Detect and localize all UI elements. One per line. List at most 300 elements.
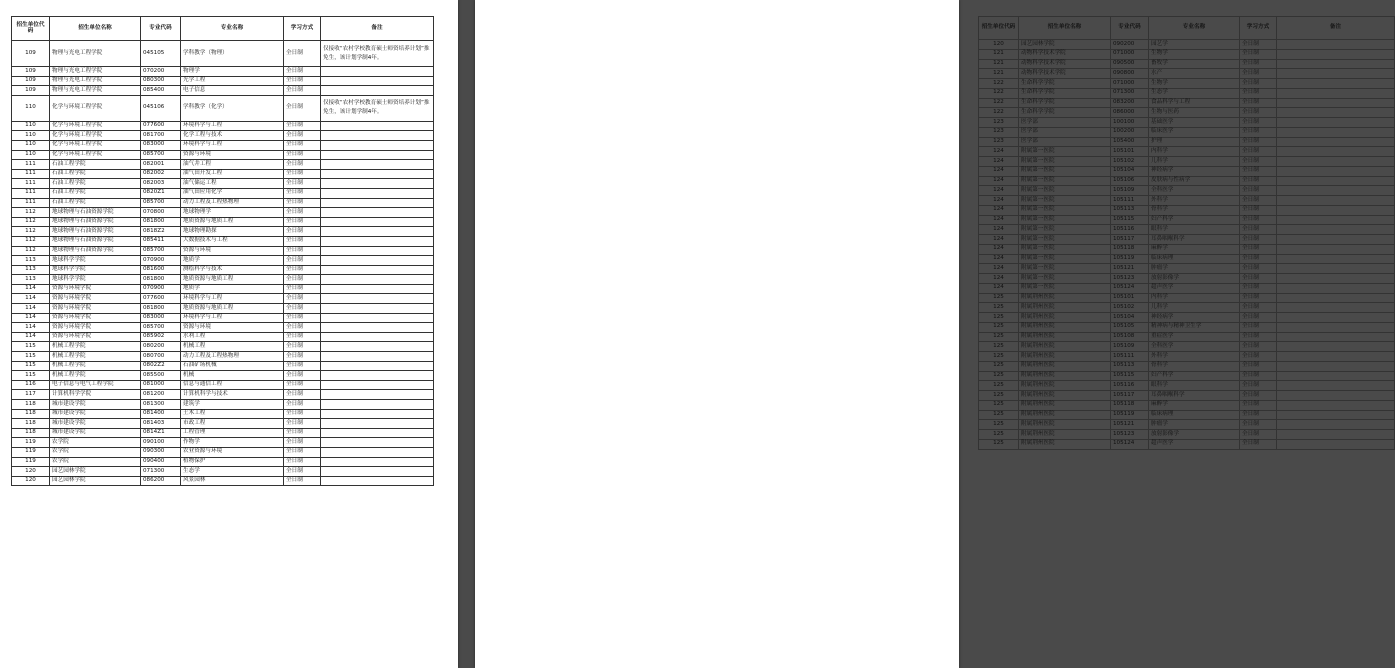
unit-code-cell: 121: [979, 49, 1019, 59]
major-name-cell: 物理学: [181, 67, 284, 77]
major-code-cell: 105113: [1111, 361, 1149, 371]
header-study-mode: 学习方式: [1240, 17, 1277, 40]
table-row: [12, 284, 434, 294]
unit-code-cell: 116: [12, 380, 50, 390]
major-name-cell: 地质资源与地质工程: [181, 275, 284, 285]
remarks-cell: [1277, 40, 1395, 50]
remarks-cell: [321, 67, 434, 77]
major-code-cell: 090800: [1111, 69, 1149, 79]
unit-name-cell: 资源与环境学院: [50, 323, 141, 333]
major-code-cell: 071000: [1111, 79, 1149, 89]
table-row: [12, 265, 434, 275]
study-mode-cell: 全日制: [1240, 137, 1277, 147]
unit-code-cell: 125: [979, 303, 1019, 313]
remarks-cell: [1277, 391, 1395, 401]
unit-code-cell: 123: [979, 137, 1019, 147]
major-name-cell: 地质资源与地质工程: [181, 217, 284, 227]
unit-code-cell: 114: [12, 304, 50, 314]
major-code-cell: 080300: [141, 76, 181, 86]
major-code-cell: 105117: [1111, 235, 1149, 245]
major-code-cell: 071000: [1111, 49, 1149, 59]
major-name-cell: 大数据技术与工程: [181, 236, 284, 246]
unit-name-cell: 化学与环境工程学院: [50, 95, 141, 121]
remarks-cell: [1277, 69, 1395, 79]
table-row: [12, 428, 434, 438]
major-code-cell: 081800: [141, 217, 181, 227]
unit-name-cell: 生命科学学院: [1019, 79, 1111, 89]
remarks-cell: [1277, 361, 1395, 371]
table-row: [979, 157, 1395, 167]
study-mode-cell: 全日制: [1240, 225, 1277, 235]
unit-code-cell: 124: [979, 244, 1019, 254]
unit-code-cell: 124: [979, 166, 1019, 176]
unit-name-cell: 医学部: [1019, 137, 1111, 147]
major-name-cell: 临床病理: [1149, 254, 1240, 264]
major-code-cell: 105109: [1111, 186, 1149, 196]
remarks-cell: [321, 467, 434, 477]
remarks-cell: [1277, 225, 1395, 235]
unit-name-cell: 附属第一医院: [1019, 274, 1111, 284]
unit-code-cell: 115: [12, 361, 50, 371]
unit-name-cell: 附属第一医院: [1019, 254, 1111, 264]
unit-code-cell: 117: [12, 390, 50, 400]
major-name-cell: 全科医学: [1149, 186, 1240, 196]
study-mode-cell: 全日制: [284, 294, 321, 304]
table-row: [979, 283, 1395, 293]
unit-code-cell: 114: [12, 323, 50, 333]
major-name-cell: 地质学: [181, 256, 284, 266]
major-code-cell: 105400: [1111, 137, 1149, 147]
table-row: [12, 476, 434, 486]
unit-code-cell: 124: [979, 186, 1019, 196]
major-name-cell: 耳鼻咽喉科学: [1149, 235, 1240, 245]
major-code-cell: 081800: [141, 304, 181, 314]
table-row: [12, 86, 434, 96]
remarks-cell: [321, 121, 434, 131]
remarks-cell: [321, 476, 434, 486]
major-name-cell: 工程管理: [181, 428, 284, 438]
unit-code-cell: 118: [12, 428, 50, 438]
unit-name-cell: 地球物理与石油资源学院: [50, 246, 141, 256]
table-row: [979, 254, 1395, 264]
table-row: [12, 246, 434, 256]
unit-name-cell: 资源与环境学院: [50, 313, 141, 323]
major-name-cell: 麻醉学: [1149, 400, 1240, 410]
unit-name-cell: 化学与环境工程学院: [50, 140, 141, 150]
unit-code-cell: 124: [979, 235, 1019, 245]
table-row: [12, 467, 434, 477]
major-name-cell: 外科学: [1149, 196, 1240, 206]
unit-code-cell: 115: [12, 371, 50, 381]
study-mode-cell: 全日制: [284, 428, 321, 438]
table-row: [979, 186, 1395, 196]
study-mode-cell: 全日制: [1240, 293, 1277, 303]
major-name-cell: 护理: [1149, 137, 1240, 147]
table-row: [12, 236, 434, 246]
major-code-cell: 0818Z2: [141, 227, 181, 237]
remarks-cell: [321, 246, 434, 256]
study-mode-cell: 全日制: [1240, 332, 1277, 342]
unit-name-cell: 动物科学技术学院: [1019, 49, 1111, 59]
major-code-cell: 105101: [1111, 147, 1149, 157]
study-mode-cell: 全日制: [1240, 69, 1277, 79]
unit-code-cell: 109: [12, 76, 50, 86]
study-mode-cell: 全日制: [1240, 254, 1277, 264]
major-code-cell: 105123: [1111, 274, 1149, 284]
major-code-cell: 071300: [1111, 88, 1149, 98]
unit-code-cell: 125: [979, 420, 1019, 430]
unit-name-cell: 生命科学学院: [1019, 88, 1111, 98]
unit-code-cell: 119: [12, 447, 50, 457]
study-mode-cell: 全日制: [1240, 410, 1277, 420]
table-row: [12, 76, 434, 86]
remarks-cell: [321, 169, 434, 179]
unit-name-cell: 附属第一医院: [1019, 166, 1111, 176]
major-code-cell: 105116: [1111, 225, 1149, 235]
major-name-cell: 风景园林: [181, 476, 284, 486]
document-page-left: [0, 0, 458, 668]
major-name-cell: 植物保护: [181, 457, 284, 467]
admissions-table-right: [978, 16, 1395, 450]
table-row: [12, 217, 434, 227]
unit-code-cell: 111: [12, 179, 50, 189]
unit-code-cell: 110: [12, 131, 50, 141]
unit-code-cell: 125: [979, 293, 1019, 303]
table-row: [12, 188, 434, 198]
unit-name-cell: 园艺园林学院: [50, 467, 141, 477]
unit-name-cell: 农学院: [50, 438, 141, 448]
unit-name-cell: 石油工程学院: [50, 160, 141, 170]
major-name-cell: 骨科学: [1149, 205, 1240, 215]
major-code-cell: 105108: [1111, 332, 1149, 342]
unit-code-cell: 114: [12, 294, 50, 304]
major-name-cell: 光学工程: [181, 76, 284, 86]
remarks-cell: [1277, 430, 1395, 440]
study-mode-cell: 全日制: [1240, 361, 1277, 371]
major-name-cell: 生物学: [1149, 49, 1240, 59]
study-mode-cell: 全日制: [284, 150, 321, 160]
major-code-cell: 081200: [141, 390, 181, 400]
table-row: [12, 304, 434, 314]
remarks-cell: [321, 447, 434, 457]
unit-code-cell: 119: [12, 457, 50, 467]
major-name-cell: 儿科学: [1149, 303, 1240, 313]
remarks-cell: 仅接收“农村学校教育硕士师资培养计划”推免生，该计划学制4年。: [321, 41, 434, 67]
table-row: [12, 67, 434, 77]
table-row: [12, 140, 434, 150]
remarks-cell: [1277, 400, 1395, 410]
table-row: [979, 127, 1395, 137]
major-name-cell: 环境科学与工程: [181, 140, 284, 150]
unit-code-cell: 120: [979, 40, 1019, 50]
remarks-cell: [321, 227, 434, 237]
major-name-cell: 动力工程及工程热物理: [181, 352, 284, 362]
study-mode-cell: 全日制: [284, 361, 321, 371]
unit-name-cell: 附属荆州医院: [1019, 332, 1111, 342]
table-row: [12, 380, 434, 390]
study-mode-cell: 全日制: [284, 438, 321, 448]
table-row: [12, 121, 434, 131]
study-mode-cell: 全日制: [284, 380, 321, 390]
major-name-cell: 生物与医药: [1149, 108, 1240, 118]
unit-name-cell: 园艺园林学院: [1019, 40, 1111, 50]
major-code-cell: 085400: [141, 86, 181, 96]
unit-name-cell: 地球物理与石油资源学院: [50, 217, 141, 227]
major-code-cell: 105117: [1111, 391, 1149, 401]
table-row: [979, 137, 1395, 147]
major-name-cell: 妇产科学: [1149, 215, 1240, 225]
unit-code-cell: 111: [12, 160, 50, 170]
unit-name-cell: 机械工程学院: [50, 342, 141, 352]
major-code-cell: 090400: [141, 457, 181, 467]
unit-code-cell: 112: [12, 227, 50, 237]
remarks-cell: [321, 371, 434, 381]
table-row: [979, 215, 1395, 225]
remarks-cell: [1277, 264, 1395, 274]
study-mode-cell: 全日制: [284, 457, 321, 467]
study-mode-cell: 全日制: [284, 179, 321, 189]
major-code-cell: 077600: [141, 294, 181, 304]
remarks-cell: [1277, 79, 1395, 89]
remarks-cell: [321, 275, 434, 285]
table-row: [979, 410, 1395, 420]
unit-code-cell: 121: [979, 59, 1019, 69]
unit-code-cell: 120: [12, 467, 50, 477]
major-name-cell: 地球物理勘探: [181, 227, 284, 237]
unit-name-cell: 附属荆州医院: [1019, 293, 1111, 303]
table-row: [979, 69, 1395, 79]
unit-code-cell: 123: [979, 127, 1019, 137]
study-mode-cell: 全日制: [1240, 147, 1277, 157]
major-name-cell: 基础医学: [1149, 118, 1240, 128]
major-code-cell: 105106: [1111, 176, 1149, 186]
unit-code-cell: 125: [979, 352, 1019, 362]
unit-code-cell: 113: [12, 256, 50, 266]
table-row: [979, 98, 1395, 108]
study-mode-cell: 全日制: [284, 198, 321, 208]
unit-name-cell: 石油工程学院: [50, 198, 141, 208]
unit-code-cell: 109: [12, 67, 50, 77]
table-row: [979, 371, 1395, 381]
unit-code-cell: 112: [12, 217, 50, 227]
unit-name-cell: 生命科学学院: [1019, 108, 1111, 118]
unit-name-cell: 石油工程学院: [50, 179, 141, 189]
major-name-cell: 超声医学: [1149, 283, 1240, 293]
major-name-cell: 油气田应用化学: [181, 188, 284, 198]
study-mode-cell: 全日制: [284, 95, 321, 121]
remarks-cell: [321, 131, 434, 141]
remarks-cell: [1277, 439, 1395, 449]
unit-code-cell: 125: [979, 400, 1019, 410]
major-name-cell: 皮肤病与性病学: [1149, 176, 1240, 186]
remarks-cell: [1277, 332, 1395, 342]
major-code-cell: 090500: [1111, 59, 1149, 69]
header-unit-code: 招生单位代码: [12, 17, 50, 41]
major-code-cell: 105111: [1111, 196, 1149, 206]
major-code-cell: 070900: [141, 256, 181, 266]
study-mode-cell: 全日制: [1240, 49, 1277, 59]
unit-name-cell: 物理与光电工程学院: [50, 76, 141, 86]
major-code-cell: 045105: [141, 41, 181, 67]
study-mode-cell: 全日制: [1240, 205, 1277, 215]
major-name-cell: 内科学: [1149, 293, 1240, 303]
remarks-cell: [321, 323, 434, 333]
unit-name-cell: 物理与光电工程学院: [50, 86, 141, 96]
table-row: [12, 438, 434, 448]
unit-name-cell: 附属第一医院: [1019, 244, 1111, 254]
unit-name-cell: 机械工程学院: [50, 361, 141, 371]
header-major-code: 专业代码: [141, 17, 181, 41]
major-code-cell: 085700: [141, 198, 181, 208]
study-mode-cell: 全日制: [1240, 391, 1277, 401]
unit-name-cell: 机械工程学院: [50, 352, 141, 362]
remarks-cell: [1277, 274, 1395, 284]
major-code-cell: 086000: [1111, 108, 1149, 118]
unit-name-cell: 附属荆州医院: [1019, 361, 1111, 371]
study-mode-cell: 全日制: [284, 140, 321, 150]
unit-code-cell: 125: [979, 322, 1019, 332]
unit-name-cell: 附属荆州医院: [1019, 381, 1111, 391]
unit-code-cell: 124: [979, 264, 1019, 274]
unit-code-cell: 122: [979, 108, 1019, 118]
header-unit-name: 招生单位名称: [50, 17, 141, 41]
major-code-cell: 105124: [1111, 283, 1149, 293]
table-row: [979, 293, 1395, 303]
major-code-cell: 081600: [141, 265, 181, 275]
unit-code-cell: 124: [979, 176, 1019, 186]
table-row: [979, 322, 1395, 332]
major-code-cell: 105102: [1111, 303, 1149, 313]
study-mode-cell: 全日制: [284, 476, 321, 486]
header-remarks: 备注: [321, 17, 434, 41]
unit-name-cell: 附属第一医院: [1019, 196, 1111, 206]
table-row: [12, 150, 434, 160]
unit-name-cell: 地球物理与石油资源学院: [50, 208, 141, 218]
study-mode-cell: 全日制: [284, 275, 321, 285]
table-row: [979, 430, 1395, 440]
major-name-cell: 眼科学: [1149, 225, 1240, 235]
major-name-cell: 环境科学与工程: [181, 121, 284, 131]
unit-code-cell: 113: [12, 265, 50, 275]
unit-name-cell: 附属荆州医院: [1019, 410, 1111, 420]
major-name-cell: 外科学: [1149, 352, 1240, 362]
study-mode-cell: 全日制: [284, 332, 321, 342]
major-code-cell: 090300: [141, 447, 181, 457]
major-name-cell: 生物学: [1149, 79, 1240, 89]
major-name-cell: 骨科学: [1149, 361, 1240, 371]
major-code-cell: 105111: [1111, 352, 1149, 362]
major-code-cell: 070200: [141, 67, 181, 77]
major-name-cell: 建筑学: [181, 400, 284, 410]
header-major-name: 专业名称: [1149, 17, 1240, 40]
remarks-cell: [1277, 186, 1395, 196]
table-row: [12, 41, 434, 67]
major-code-cell: 105104: [1111, 166, 1149, 176]
remarks-cell: [321, 284, 434, 294]
remarks-cell: [1277, 137, 1395, 147]
major-code-cell: 083000: [141, 140, 181, 150]
major-code-cell: 105115: [1111, 371, 1149, 381]
unit-name-cell: 农学院: [50, 447, 141, 457]
study-mode-cell: 全日制: [1240, 88, 1277, 98]
table-row: [979, 391, 1395, 401]
unit-name-cell: 附属荆州医院: [1019, 371, 1111, 381]
study-mode-cell: 全日制: [284, 41, 321, 67]
major-name-cell: 机械: [181, 371, 284, 381]
table-row: [979, 264, 1395, 274]
major-code-cell: 081700: [141, 131, 181, 141]
unit-code-cell: 124: [979, 215, 1019, 225]
study-mode-cell: 全日制: [1240, 215, 1277, 225]
study-mode-cell: 全日制: [284, 342, 321, 352]
major-name-cell: 信息与通信工程: [181, 380, 284, 390]
unit-code-cell: 125: [979, 332, 1019, 342]
unit-code-cell: 124: [979, 283, 1019, 293]
study-mode-cell: 全日制: [1240, 98, 1277, 108]
unit-name-cell: 地球科学学院: [50, 256, 141, 266]
remarks-cell: [321, 198, 434, 208]
remarks-cell: [1277, 157, 1395, 167]
unit-name-cell: 附属荆州医院: [1019, 322, 1111, 332]
remarks-cell: [321, 400, 434, 410]
study-mode-cell: 全日制: [284, 246, 321, 256]
header-remarks: 备注: [1277, 17, 1395, 40]
study-mode-cell: 全日制: [1240, 264, 1277, 274]
unit-code-cell: 124: [979, 274, 1019, 284]
major-name-cell: 资源与环境: [181, 323, 284, 333]
table-row: [12, 390, 434, 400]
remarks-cell: [321, 342, 434, 352]
unit-code-cell: 118: [12, 400, 50, 410]
major-code-cell: 085902: [141, 332, 181, 342]
unit-code-cell: 113: [12, 275, 50, 285]
unit-name-cell: 石油工程学院: [50, 169, 141, 179]
remarks-cell: [1277, 313, 1395, 323]
major-code-cell: 080200: [141, 342, 181, 352]
unit-code-cell: 114: [12, 284, 50, 294]
unit-name-cell: 医学部: [1019, 127, 1111, 137]
remarks-cell: 仅接收“农村学校教育硕士师资培养计划”推免生，该计划学制4年。: [321, 95, 434, 121]
remarks-cell: [1277, 147, 1395, 157]
unit-name-cell: 附属荆州医院: [1019, 391, 1111, 401]
major-code-cell: 083200: [1111, 98, 1149, 108]
study-mode-cell: 全日制: [284, 400, 321, 410]
remarks-cell: [321, 438, 434, 448]
unit-code-cell: 122: [979, 88, 1019, 98]
major-name-cell: 市政工程: [181, 419, 284, 429]
unit-code-cell: 124: [979, 157, 1019, 167]
unit-code-cell: 110: [12, 140, 50, 150]
remarks-cell: [1277, 108, 1395, 118]
major-code-cell: 082001: [141, 160, 181, 170]
major-name-cell: 麻醉学: [1149, 244, 1240, 254]
study-mode-cell: 全日制: [284, 256, 321, 266]
table-row: [979, 274, 1395, 284]
major-name-cell: 园艺学: [1149, 40, 1240, 50]
unit-code-cell: 125: [979, 371, 1019, 381]
major-name-cell: 环境科学与工程: [181, 294, 284, 304]
table-row: [979, 166, 1395, 176]
unit-code-cell: 115: [12, 352, 50, 362]
major-code-cell: 081300: [141, 400, 181, 410]
table-row: [979, 439, 1395, 449]
table-row: [979, 176, 1395, 186]
unit-name-cell: 电子信息与电气工程学院: [50, 380, 141, 390]
study-mode-cell: 全日制: [1240, 342, 1277, 352]
unit-name-cell: 附属第一医院: [1019, 157, 1111, 167]
unit-code-cell: 110: [12, 121, 50, 131]
remarks-cell: [1277, 205, 1395, 215]
